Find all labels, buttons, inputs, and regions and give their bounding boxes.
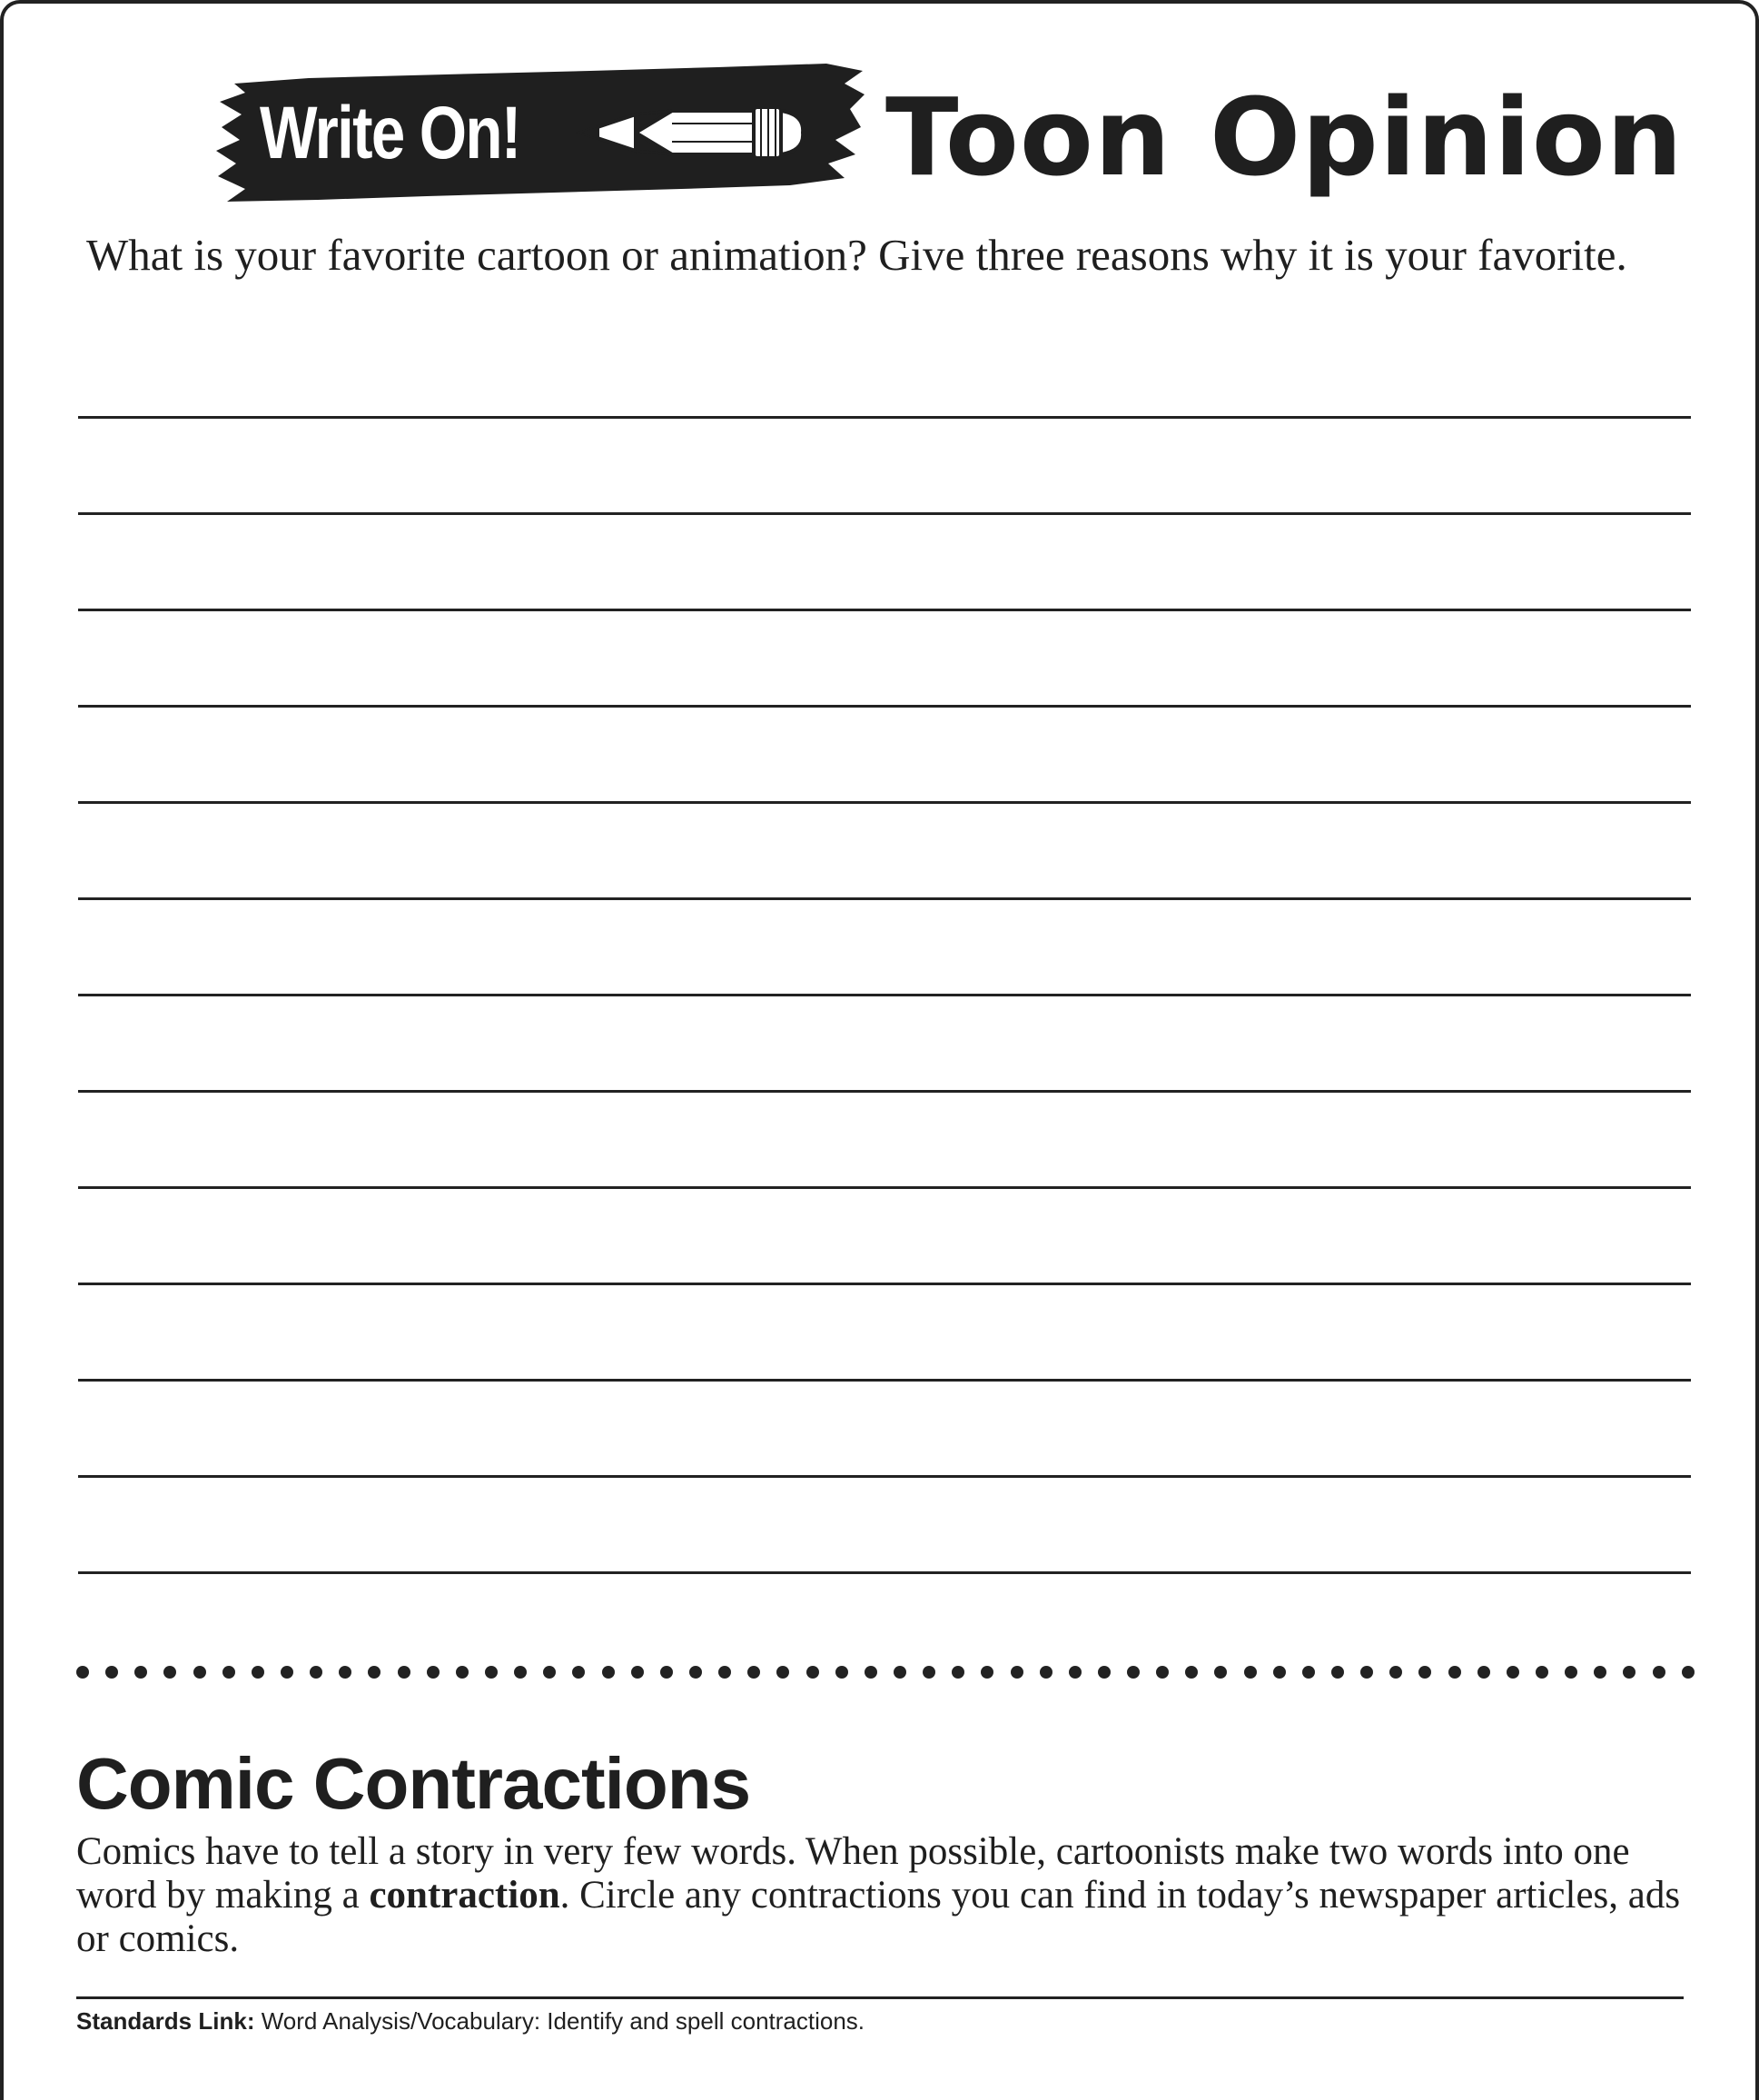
divider-dot: [806, 1666, 819, 1679]
writing-line[interactable]: [78, 897, 1691, 994]
writing-line[interactable]: [78, 1379, 1691, 1475]
divider-dot: [1011, 1666, 1023, 1679]
divider-dot: [1536, 1666, 1548, 1679]
divider-dot: [1244, 1666, 1257, 1679]
divider-dot: [252, 1666, 264, 1679]
divider-dot: [76, 1666, 89, 1679]
writing-line[interactable]: [78, 705, 1691, 801]
divider-dot: [718, 1666, 731, 1679]
writing-line[interactable]: [78, 609, 1691, 705]
divider-dot: [602, 1666, 615, 1679]
divider-dot: [1360, 1666, 1373, 1679]
divider-dot: [894, 1666, 906, 1679]
writing-lines[interactable]: [78, 416, 1691, 1668]
divider-dot: [660, 1666, 673, 1679]
divider-dot: [1477, 1666, 1490, 1679]
divider-dot: [981, 1666, 993, 1679]
divider-dot: [543, 1666, 556, 1679]
section-body-text-end: . Circle any contractions you can find in today’s newspaper articles, ads or comics.: [76, 1874, 1681, 1960]
divider-dot: [1507, 1666, 1519, 1679]
footer-rule: [76, 1996, 1684, 1999]
divider-dot: [923, 1666, 935, 1679]
divider-dot: [163, 1666, 176, 1679]
divider-dot: [1389, 1666, 1402, 1679]
divider-dot: [1069, 1666, 1082, 1679]
standards-link: [76, 2007, 865, 2036]
writing-line[interactable]: [78, 1186, 1691, 1283]
divider-dot: [310, 1666, 322, 1679]
writing-line[interactable]: [78, 1475, 1691, 1571]
writing-line[interactable]: [78, 1571, 1691, 1668]
divider-dot: [1565, 1666, 1577, 1679]
standards-label: Standards Link:: [76, 2007, 255, 2035]
write-on-logo: [209, 56, 872, 211]
divider-dot: [572, 1666, 585, 1679]
divider-dot: [281, 1666, 293, 1679]
divider-dot: [1098, 1666, 1111, 1679]
divider-dot: [865, 1666, 877, 1679]
divider-dot: [1273, 1666, 1286, 1679]
standards-text: Word Analysis/Vocabulary: Identify and spell contractions.: [254, 2007, 865, 2035]
dotted-divider: [76, 1664, 1695, 1680]
header: [209, 56, 1684, 211]
section-body: [76, 1830, 1693, 1961]
divider-dot: [368, 1666, 380, 1679]
section-title: Comic Contractions: [76, 1743, 751, 1824]
divider-dot: [952, 1666, 964, 1679]
divider-dot: [1653, 1666, 1665, 1679]
divider-dot: [1594, 1666, 1606, 1679]
writing-line[interactable]: [78, 994, 1691, 1090]
section-body-text: Comics have to tell a story in very few words. When possible, cartoonists make two words into one word by making a: [76, 1830, 1630, 1917]
divider-dot: [1040, 1666, 1052, 1679]
section-body-bold: contraction: [369, 1874, 560, 1917]
writing-line[interactable]: [78, 1283, 1691, 1379]
writing-line[interactable]: [78, 801, 1691, 897]
divider-dot: [1682, 1666, 1695, 1679]
page-title: Toon Opinion: [885, 74, 1684, 200]
pencil-icon: [572, 87, 808, 178]
divider-dot: [689, 1666, 702, 1679]
divider-dot: [631, 1666, 644, 1679]
logo-text: Write On!: [260, 92, 520, 174]
divider-dot: [747, 1666, 760, 1679]
divider-dot: [1331, 1666, 1344, 1679]
divider-dot: [1623, 1666, 1635, 1679]
divider-dot: [456, 1666, 469, 1679]
writing-line[interactable]: [78, 416, 1691, 512]
divider-dot: [485, 1666, 498, 1679]
divider-dot: [1185, 1666, 1198, 1679]
divider-dot: [427, 1666, 440, 1679]
writing-line[interactable]: [78, 512, 1691, 609]
divider-dot: [1418, 1666, 1431, 1679]
divider-dot: [1302, 1666, 1315, 1679]
divider-dot: [776, 1666, 789, 1679]
divider-dot: [339, 1666, 351, 1679]
divider-dot: [1156, 1666, 1169, 1679]
writing-line[interactable]: [78, 1090, 1691, 1186]
divider-dot: [398, 1666, 410, 1679]
divider-dot: [1127, 1666, 1140, 1679]
divider-dot: [134, 1666, 147, 1679]
divider-dot: [193, 1666, 206, 1679]
divider-dot: [1214, 1666, 1227, 1679]
divider-dot: [835, 1666, 848, 1679]
writing-prompt: What is your favorite cartoon or animation? Give three reasons why it is your favorite.: [86, 230, 1627, 280]
divider-dot: [1448, 1666, 1461, 1679]
divider-dot: [514, 1666, 527, 1679]
divider-dot: [105, 1666, 118, 1679]
divider-dot: [222, 1666, 235, 1679]
